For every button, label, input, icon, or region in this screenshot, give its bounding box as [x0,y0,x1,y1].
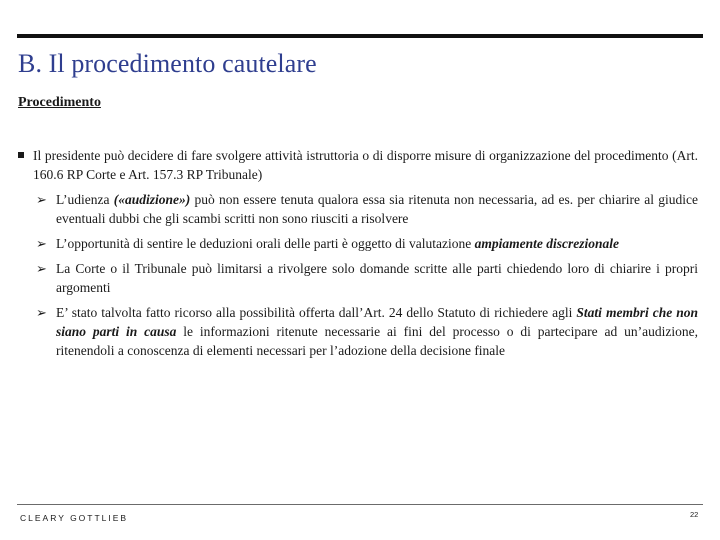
cleary-gottlieb-logo: CLEARY GOTTLIEB [20,513,129,523]
arrow-bullet-icon: ➢ [36,261,47,276]
sub-bullet-hearing [36,190,698,228]
sub-bullet-emphasis: Stati membri che non siano parti in causa [56,305,698,339]
square-bullet-icon [18,152,24,158]
main-bullet [18,146,698,184]
sub-bullet-text: le informazioni ritenute necessarie ai fini del processo o di partecipare ad un’audizione, ritenendoli a conoscenza di elementi necessari per l’adozione della decisione finale [56,324,699,358]
footer-rule [17,504,703,505]
sub-bullet-written-questions [36,259,698,297]
slide-title: B. Il procedimento cautelare [18,49,317,78]
sub-bullet-emphasis: («audizione») [113,192,191,207]
arrow-bullet-icon: ➢ [36,192,47,207]
page-number: 22 [690,510,699,519]
main-bullet-text: Il presidente può decidere di fare svolgere attività istruttoria o di disporre misure di organizzazione del procedimento (Art. 160.6 RP Corte e Art. 157.3 RP Tribunale) [33,148,698,182]
sub-bullet-list [18,190,698,360]
slide-content [18,146,698,366]
sub-bullet-member-states [36,303,698,360]
sub-bullet-oral-arguments [36,234,698,253]
arrow-bullet-icon: ➢ [36,305,47,320]
title-top-rule [17,34,703,38]
sub-bullet-text: può non essere tenuta qualora essa sia ritenuta non necessaria, ad es. per chiarire al giudice eventuali dubbi che gli scambi scritti non sono riusciti a risolvere [56,192,698,226]
sub-bullet-text: E’ stato talvolta fatto ricorso alla possibilità offerta dall’Art. 24 dello Statuto di richiedere agli [56,305,577,320]
arrow-bullet-icon: ➢ [36,236,47,251]
sub-bullet-text: La Corte o il Tribunale può limitarsi a rivolgere solo domande scritte alle parti chiedendo loro di chiarire i propri argomenti [56,261,698,295]
sub-bullet-emphasis: ampiamente discrezionale [474,236,620,251]
section-heading: Procedimento [18,95,101,110]
sub-bullet-text: L’udienza [56,192,114,207]
sub-bullet-text: L’opportunità di sentire le deduzioni orali delle parti è oggetto di valutazione [56,236,475,251]
